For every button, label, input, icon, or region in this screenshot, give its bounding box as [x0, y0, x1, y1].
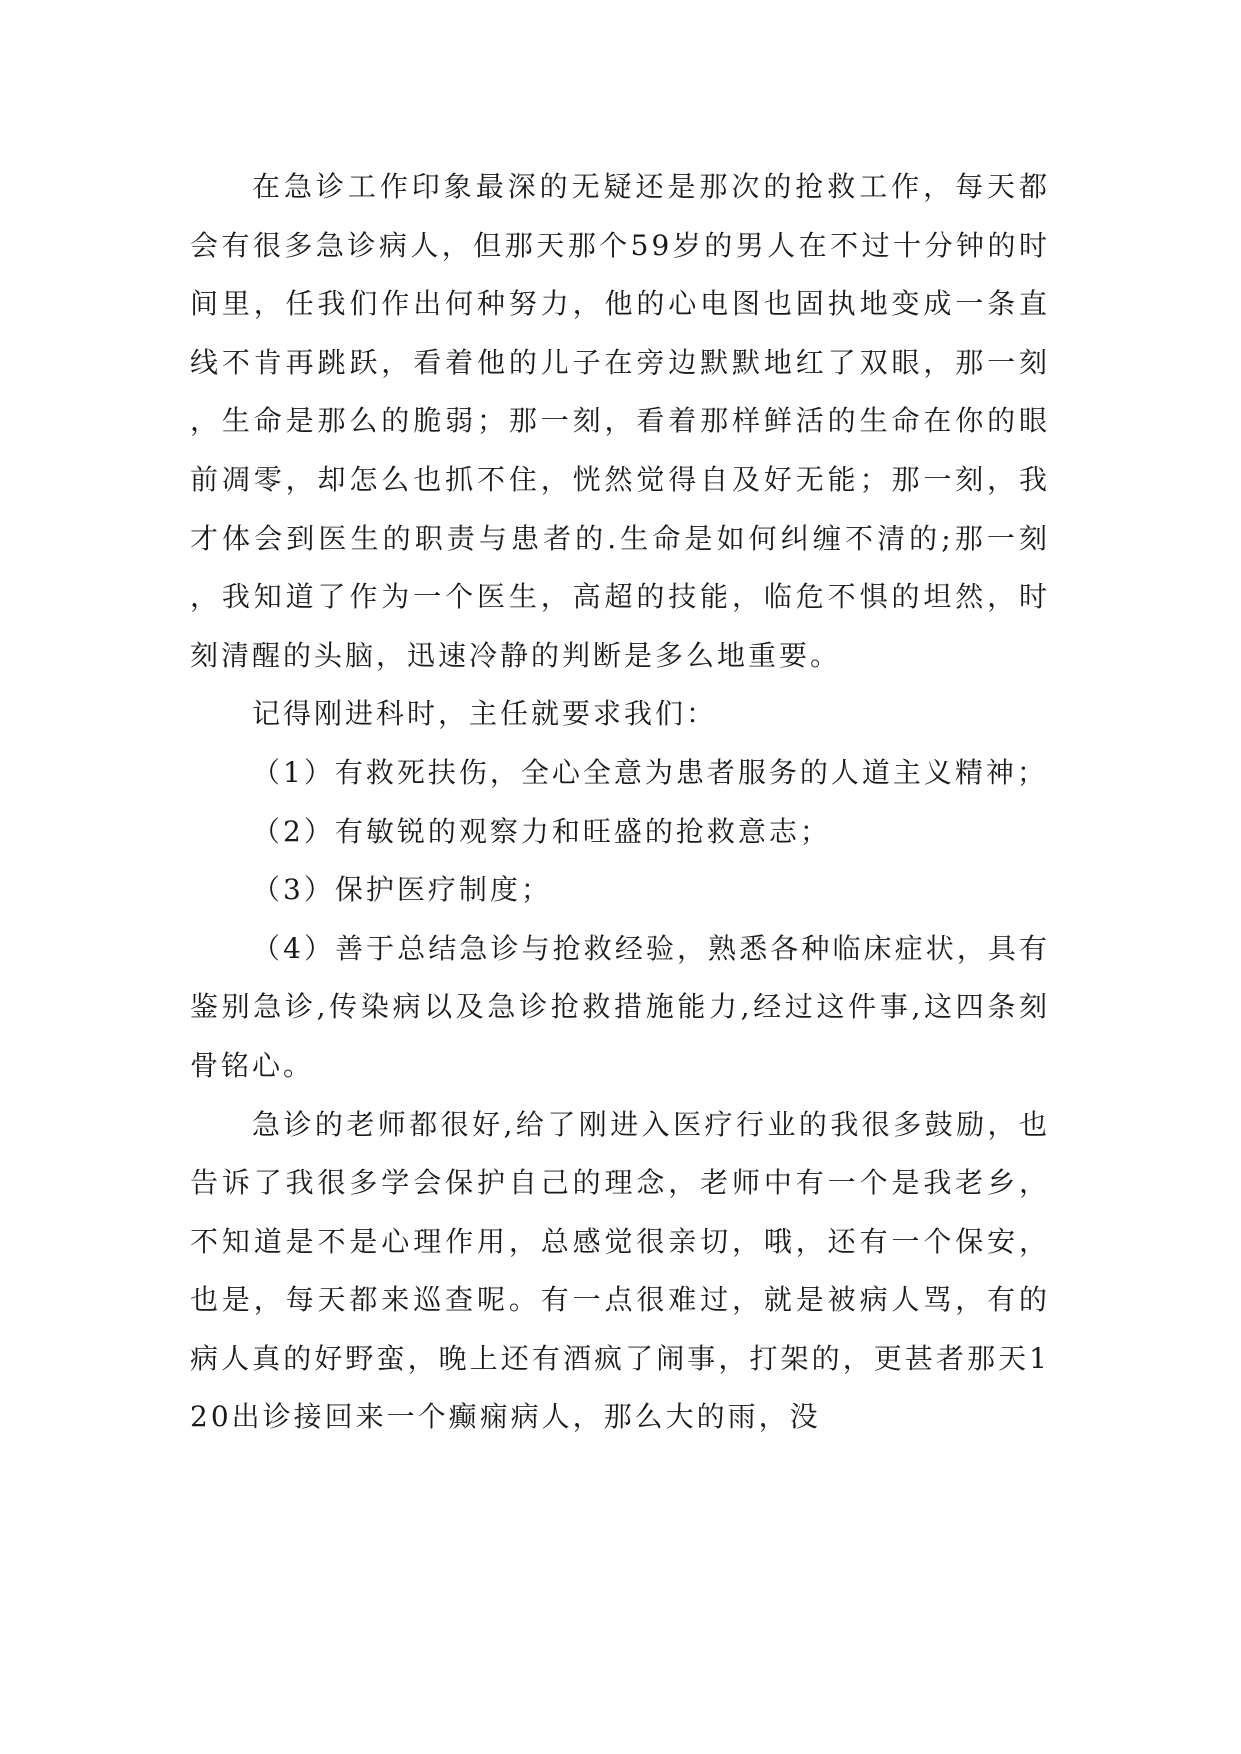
- list-item-requirement-2: （2）有敏锐的观察力和旺盛的抢救意志；: [252, 814, 831, 848]
- list-item-requirement-1: （1）有救死扶伤，全心全意为患者服务的人道主义精神；: [252, 755, 1048, 789]
- list-item-requirement-4: （4）善于总结急诊与抢救经验，熟悉各种临床症状，具有鉴别急诊,传染病以及急诊抢救措施能力,经过这件事,这四条刻骨铭心。: [190, 931, 1050, 1082]
- paragraph-director-requirements: 记得刚进科时，主任就要求我们：: [252, 697, 718, 731]
- paragraph-emergency-rescue: 在急诊工作印象最深的无疑还是那次的抢救工作，每天都会有很多急诊病人，但那天那个59岁的男人在不过十分钟的时间里，任我们作出何种努力，他的心电图也固执地变成一条直线不肯再跳跃，看着他的儿子在旁边默默地红了双眼，那一刻，生命是那么的脆弱；那一刻，看着那样鲜活的生命在你的眼前凋零，却怎么也抓不住，恍然觉得自及好无能；那一刻，我才体会到医生的职责与患者的.生命是如何纠缠不清的;那一刻，我知道了作为一个医生，高超的技能，临危不惧的坦然，时刻清醒的头脑，迅速冷静的判断是多么地重要。: [190, 170, 1050, 672]
- paragraph-teachers: 急诊的老师都很好,给了刚进入医疗行业的我很多鼓励，也告诉了我很多学会保护自己的理念，老师中有一个是我老乡，不知道是不是心理作用，总感觉很亲切，哦，还有一个保安，也是，每天都来巡查呢。有一点很难过，就是被病人骂，有的病人真的好野蛮，晚上还有酒疯了闹事，打架的，更甚者那天120出诊接回来一个癫痫病人，那么大的雨，没: [190, 1107, 1050, 1434]
- list-item-requirement-3: （3）保护医疗制度；: [252, 873, 552, 907]
- document-body: [190, 158, 1050, 1447]
